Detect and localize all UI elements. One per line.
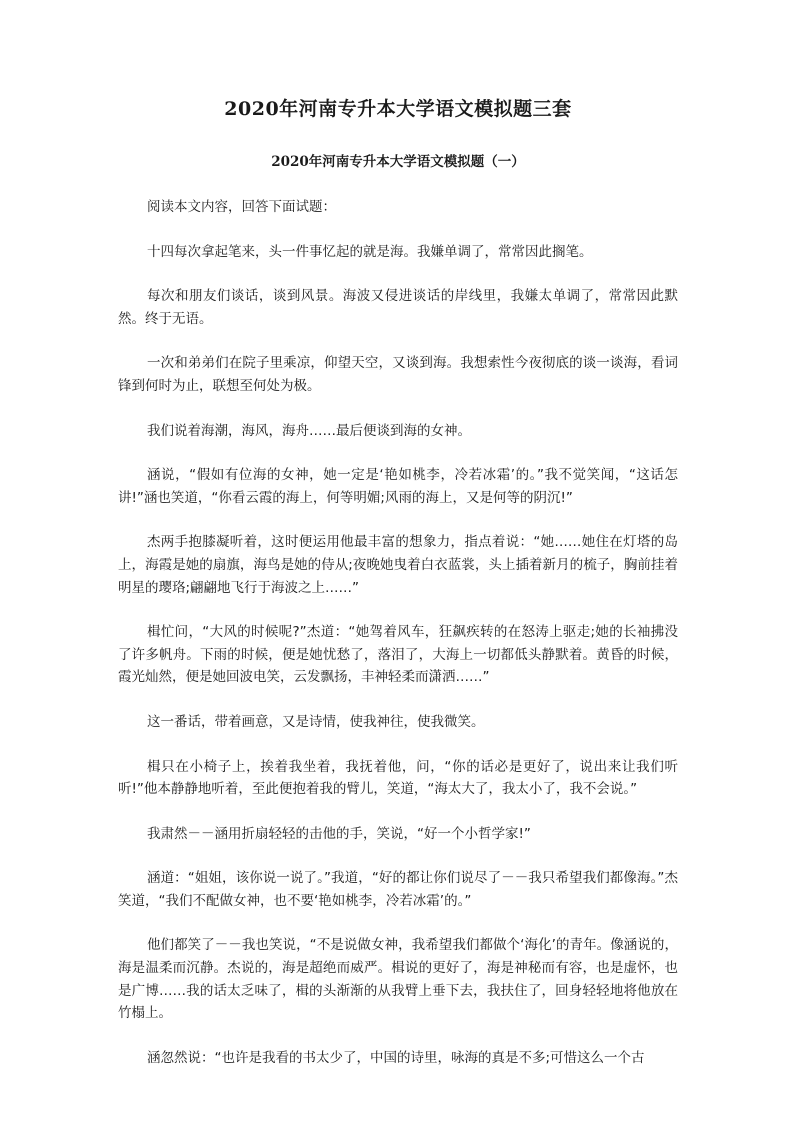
document-page xyxy=(118,96,678,1126)
paragraph: 涵说，“假如有位海的女神，她一定是‘艳如桃李，冷若冰霜’的。”我不觉笑闻，“这话怎讲!”涵也笑道，“你看云霞的海上，何等明媚;风雨的海上，又是何等的阴沉!” xyxy=(118,467,678,506)
paragraph: 一次和弟弟们在院子里乘凉，仰望天空，又谈到海。我想索性今夜彻底的谈一谈海，看词锋到何时为止，联想至何处为极。 xyxy=(118,355,678,394)
paragraph: 阅读本文内容，回答下面试题： xyxy=(147,199,336,215)
paragraph: 涵忽然说：“也许是我看的书太少了，中国的诗里，咏海的真是不多;可惜这么一个古 xyxy=(147,1049,645,1066)
paragraph: 每次和朋友们谈话，谈到风景。海波又侵进谈话的岸线里，我嫌太单调了，常常因此默然。终于无语。 xyxy=(118,288,678,327)
paragraph: 楫只在小椅子上，挨着我坐着，我抚着他，问，“你的话必是更好了，说出来让我们听听!”他本静静地听着，至此便抱着我的臂儿，笑道，“海太大了，我太小了，我不会说。” xyxy=(118,758,678,798)
document-body xyxy=(118,196,678,1126)
paragraph: 涵道：“姐姐，该你说一说了。”我道，“好的都让你们说尽了－－我只希望我们都像海。”杰笑道，“我们不配做女神，也不要‘艳如桃李，冷若冰霜’的。” xyxy=(118,870,678,909)
paragraph: 杰两手抱膝凝听着，这时便运用他最丰富的想象力，指点着说：“她……她住在灯塔的岛上，海霞是她的扇旗，海鸟是她的侍从;夜晚她曳着白衣蓝裳，头上插着新月的梳子，胸前挂着明星的璎珞;翩翩地飞行于海波之上……” xyxy=(118,534,678,596)
paragraph: 楫忙问，“大风的时候呢?”杰道：“她驾着风车，狂飙疾转的在怒涛上驱走;她的长袖拂没了许多帆舟。下雨的时候，便是她忧愁了，落泪了，大海上一切都低头静默着。黄昏的时候，霞光灿然，便是她回波电笑，云发飘扬，丰神轻柔而潇洒……” xyxy=(118,624,678,686)
document-title: 2020年河南专升本大学语文模拟题三套 xyxy=(224,98,572,120)
paragraph: 我肃然－－涵用折扇轻轻的击他的手，笑说，“好一个小哲学家!” xyxy=(147,825,531,842)
paragraph: 十四每次拿起笔来，头一件事忆起的就是海。我嫌单调了，常常因此搁笔。 xyxy=(147,243,593,260)
document-subtitle: 2020年河南专升本大学语文模拟题（一） xyxy=(271,154,525,170)
paragraph: 他们都笑了－－我也笑说，“不是说做女神，我希望我们都做个‘海化’的青年。像涵说的，海是温柔而沉静。杰说的，海是超绝而威严。楫说的更好了，海是神秘而有容，也是虚怀，也是广博……我的话太乏味了，楫的头渐渐的从我臂上垂下去，我扶住了，回身轻轻地将他放在竹榻上。 xyxy=(118,937,678,1022)
paragraph: 我们说着海潮，海风，海舟……最后便谈到海的女神。 xyxy=(147,422,471,439)
paragraph: 这一番话，带着画意，又是诗情，使我神往，使我微笑。 xyxy=(147,713,485,730)
